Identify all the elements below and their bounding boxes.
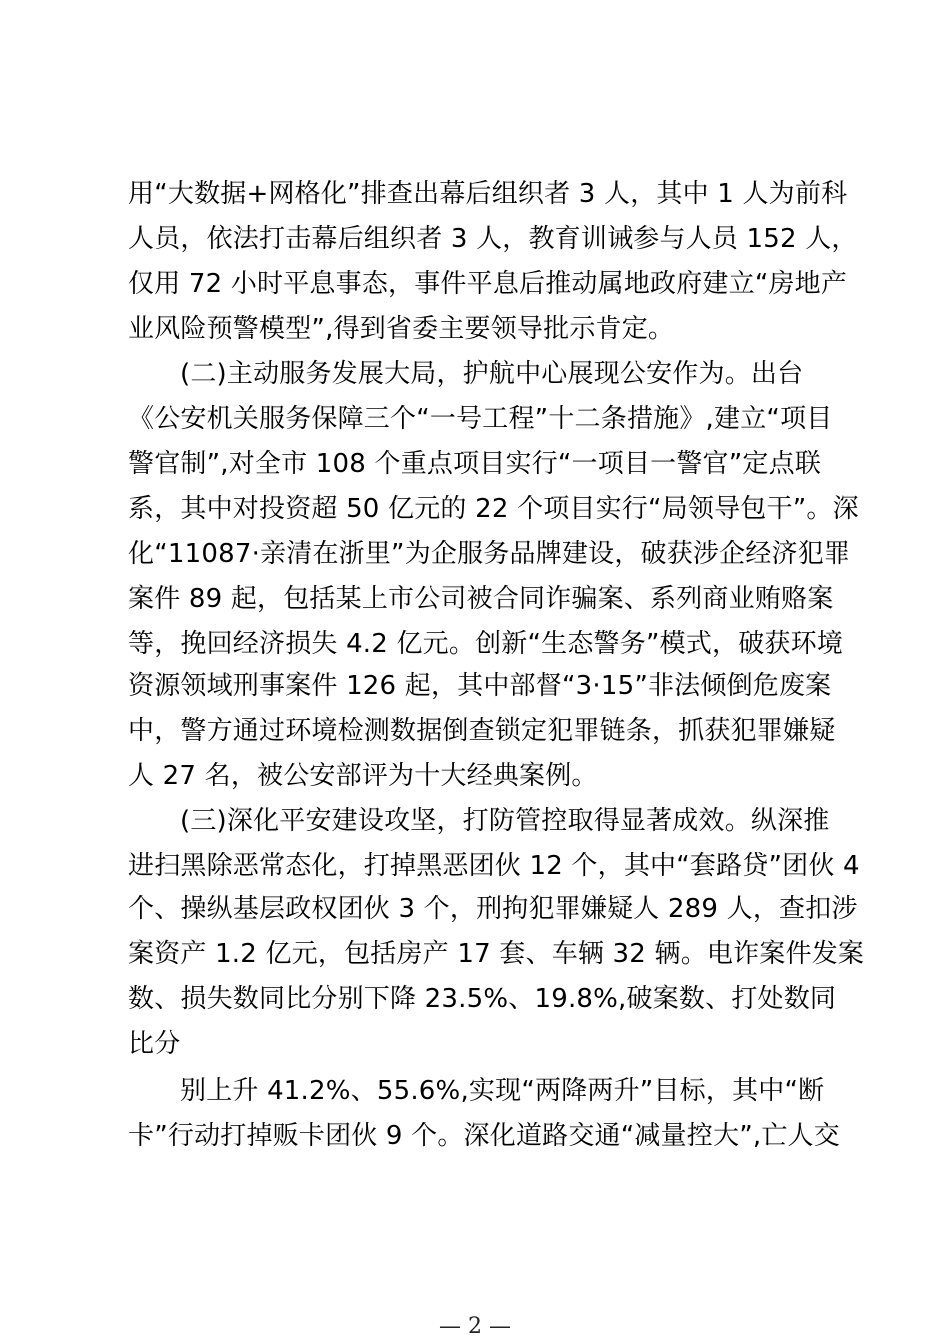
text-line: 化“11087·亲清在浙里”为企服务品牌建设，破获涉企经济犯罪 bbox=[128, 539, 851, 569]
text-line: 别上升 41.2%、55.6%,实现“两降两升”目标，其中“断 bbox=[180, 1076, 825, 1106]
text-line: 人 27 名，被公安部评为十大经典案例。 bbox=[128, 761, 598, 791]
text-line: 资源领域刑事案件 126 起，其中部督“3·15”非法倾倒危废案 bbox=[128, 671, 832, 701]
paragraph-heading-line: (三)深化平安建设攻坚，打防管控取得显著成效。纵深推 bbox=[180, 806, 830, 836]
text-line: 卡”行动打掉贩卡团伙 9 个。深化道路交通“减量控大”,亡人交 bbox=[128, 1121, 840, 1151]
text-line: 警官制”,对全市 108 个重点项目实行“一项目一警官”定点联 bbox=[128, 449, 822, 479]
text-line: 系，其中对投资超 50 亿元的 22 个项目实行“局领导包干”。深 bbox=[128, 494, 859, 524]
text-line: 仅用 72 小时平息事态，事件平息后推动属地政府建立“房地产 bbox=[128, 269, 848, 299]
text-line: 案件 89 起，包括某上市公司被合同诈骗案、系列商业贿赂案 bbox=[128, 584, 834, 614]
text-line: 进扫黑除恶常态化，打掉黑恶团伙 12 个，其中“套路贷”团伙 4 bbox=[128, 851, 860, 881]
text-line: 比分 bbox=[128, 1029, 181, 1059]
text-line: 业风险预警模型”,得到省委主要领导批示肯定。 bbox=[128, 314, 675, 344]
text-line: 《公安机关服务保障三个“一号工程”十二条措施》,建立“项目 bbox=[128, 404, 833, 434]
text-line: 用“大数据+网格化”排查出幕后组织者 3 人，其中 1 人为前科 bbox=[128, 179, 848, 209]
text-line: 数、损失数同比分别下降 23.5%、19.8%,破案数、打处数同 bbox=[128, 984, 837, 1014]
text-line: 案资产 1.2 亿元，包括房产 17 套、车辆 32 辆。电诈案件发案 bbox=[128, 939, 865, 969]
paragraph-heading-line: (二)主动服务发展大局，护航中心展现公安作为。出台 bbox=[180, 359, 804, 389]
page-number: — 2 — bbox=[439, 1314, 511, 1339]
text-line: 等，挽回经济损失 4.2 亿元。创新“生态警务”模式，破获环境 bbox=[128, 629, 844, 659]
text-line: 人员，依法打击幕后组织者 3 人，教育训诫参与人员 152 人， bbox=[128, 224, 858, 254]
text-line: 中，警方通过环境检测数据倒查锁定犯罪链条，抓获犯罪嫌疑 bbox=[128, 716, 836, 746]
text-line: 个、操纵基层政权团伙 3 个，刑拘犯罪嫌疑人 289 人，查扣涉 bbox=[128, 894, 858, 924]
